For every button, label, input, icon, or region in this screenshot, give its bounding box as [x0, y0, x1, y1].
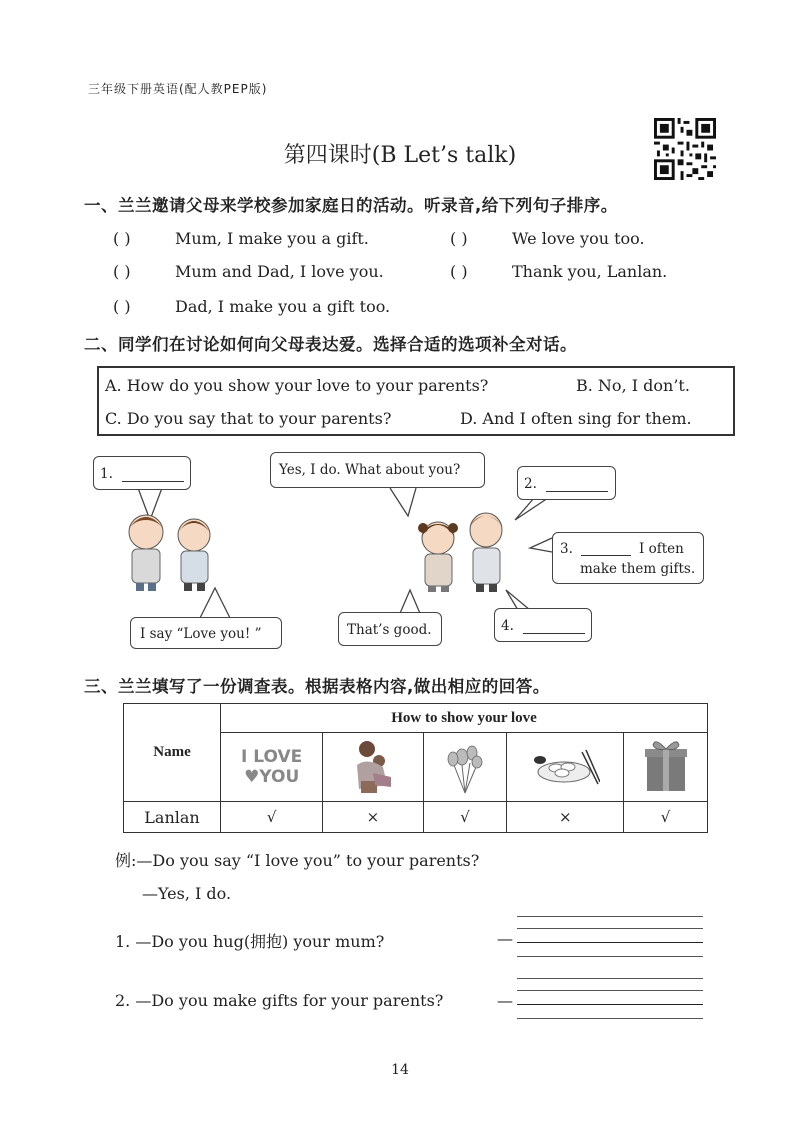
list-item	[450, 262, 667, 281]
boy-left-figure	[129, 515, 163, 591]
list-item	[113, 262, 384, 281]
answer-blank[interactable]	[546, 491, 608, 492]
answer-guide-line	[517, 1018, 703, 1019]
answer-paren[interactable]: ( )	[450, 262, 468, 281]
page-number: 14	[391, 1062, 409, 1078]
answer-paren[interactable]: ( )	[113, 229, 131, 248]
say-love-image	[221, 733, 323, 802]
lesson-title: 第四课时(B Let’s talk)	[283, 143, 517, 168]
qr-code-icon[interactable]	[654, 118, 716, 180]
bubble-text: I often	[639, 541, 684, 557]
option-b: B. No, I don’t.	[576, 376, 690, 395]
answer-dash-2: —	[497, 991, 513, 1010]
speech-bubble-say-love	[130, 617, 282, 649]
speech-bubble-good	[338, 612, 442, 646]
answer-dash-1: —	[497, 929, 513, 948]
mark-cell: ×	[507, 802, 624, 833]
answer-writing-line-2[interactable]	[517, 1004, 703, 1005]
answer-guide-line	[517, 928, 703, 929]
question-1: 1. —Do you hug(拥抱) your mum?	[115, 932, 385, 951]
answer-writing-line-1[interactable]	[517, 942, 703, 943]
answer-paren[interactable]: ( )	[113, 297, 131, 316]
bubble-number: 3.	[560, 541, 573, 557]
survey-table	[123, 703, 708, 833]
mark-cell: √	[624, 802, 708, 833]
hug-icon	[343, 735, 403, 795]
dumplings-image	[507, 733, 624, 802]
option-c: C. Do you say that to your parents?	[105, 409, 392, 428]
question-2: 2. —Do you make gifts for your parents?	[115, 991, 444, 1010]
row-name: Lanlan	[124, 802, 221, 833]
bubble-text: I say “Love you! ”	[140, 626, 262, 642]
section3-title: 三、兰兰填写了一份调查表。根据表格内容,做出相应的回答。	[84, 677, 550, 696]
bubble-text: Yes, I do. What about you?	[279, 462, 461, 478]
section1-title: 一、兰兰邀请父母来学校参加家庭日的活动。听录音,给下列句子排序。	[84, 196, 618, 215]
list-item	[113, 229, 369, 248]
example-question: 例:—Do you say “I love you” to your parents?	[115, 851, 480, 870]
answer-guide-line	[517, 956, 703, 957]
sentence-text: Dad, I make you a gift too.	[175, 297, 391, 316]
bubble-number: 4.	[501, 618, 514, 634]
boy-second-figure	[178, 519, 210, 591]
answer-guide-line	[517, 978, 703, 979]
bubble-text: That’s good.	[347, 622, 432, 638]
options-box	[97, 366, 735, 436]
header-name: Name	[124, 704, 221, 802]
love-text-line1: I LOVE	[241, 747, 303, 767]
book-note: 三年级下册英语(配人教PEP版)	[88, 82, 268, 96]
speech-bubble-3	[552, 532, 704, 584]
answer-blank[interactable]	[581, 555, 631, 556]
gift-icon	[641, 735, 691, 795]
section2-title: 二、同学们在讨论如何向父母表达爱。选择合适的选项补全对话。	[84, 335, 577, 354]
answer-blank[interactable]	[122, 481, 184, 482]
bubble-number: 2.	[524, 476, 537, 492]
mark-cell: ×	[323, 802, 423, 833]
boy-right-figure	[470, 513, 502, 592]
flowers-icon	[440, 735, 490, 795]
sentence-text: Mum and Dad, I love you.	[175, 262, 384, 281]
list-item	[450, 229, 645, 248]
girl-figure	[418, 522, 458, 592]
sentence-text: Mum, I make you a gift.	[175, 229, 369, 248]
gift-image	[624, 733, 708, 802]
sentence-text: We love you too.	[512, 229, 645, 248]
speech-bubble-yes	[270, 452, 485, 488]
speech-bubble-2	[517, 466, 616, 500]
hug-image	[323, 733, 423, 802]
header-main: How to show your love	[221, 704, 708, 733]
love-text-line2: ♥YOU	[244, 767, 300, 787]
answer-guide-line	[517, 990, 703, 991]
bubble-text: make them gifts.	[580, 561, 696, 577]
answer-paren[interactable]: ( )	[113, 262, 131, 281]
list-item	[113, 297, 390, 316]
option-d: D. And I often sing for them.	[460, 409, 692, 428]
bubble-number: 1.	[100, 466, 113, 482]
mark-cell: √	[221, 802, 323, 833]
option-a: A. How do you show your love to your parents?	[105, 376, 489, 395]
flowers-image	[423, 733, 507, 802]
example-answer: —Yes, I do.	[142, 884, 232, 903]
sentence-text: Thank you, Lanlan.	[512, 262, 668, 281]
answer-paren[interactable]: ( )	[450, 229, 468, 248]
answer-guide-line	[517, 916, 703, 917]
mark-cell: √	[423, 802, 507, 833]
speech-bubble-4	[494, 608, 592, 642]
dumplings-icon	[530, 740, 600, 790]
speech-bubble-1	[93, 456, 191, 490]
answer-blank[interactable]	[523, 633, 585, 634]
